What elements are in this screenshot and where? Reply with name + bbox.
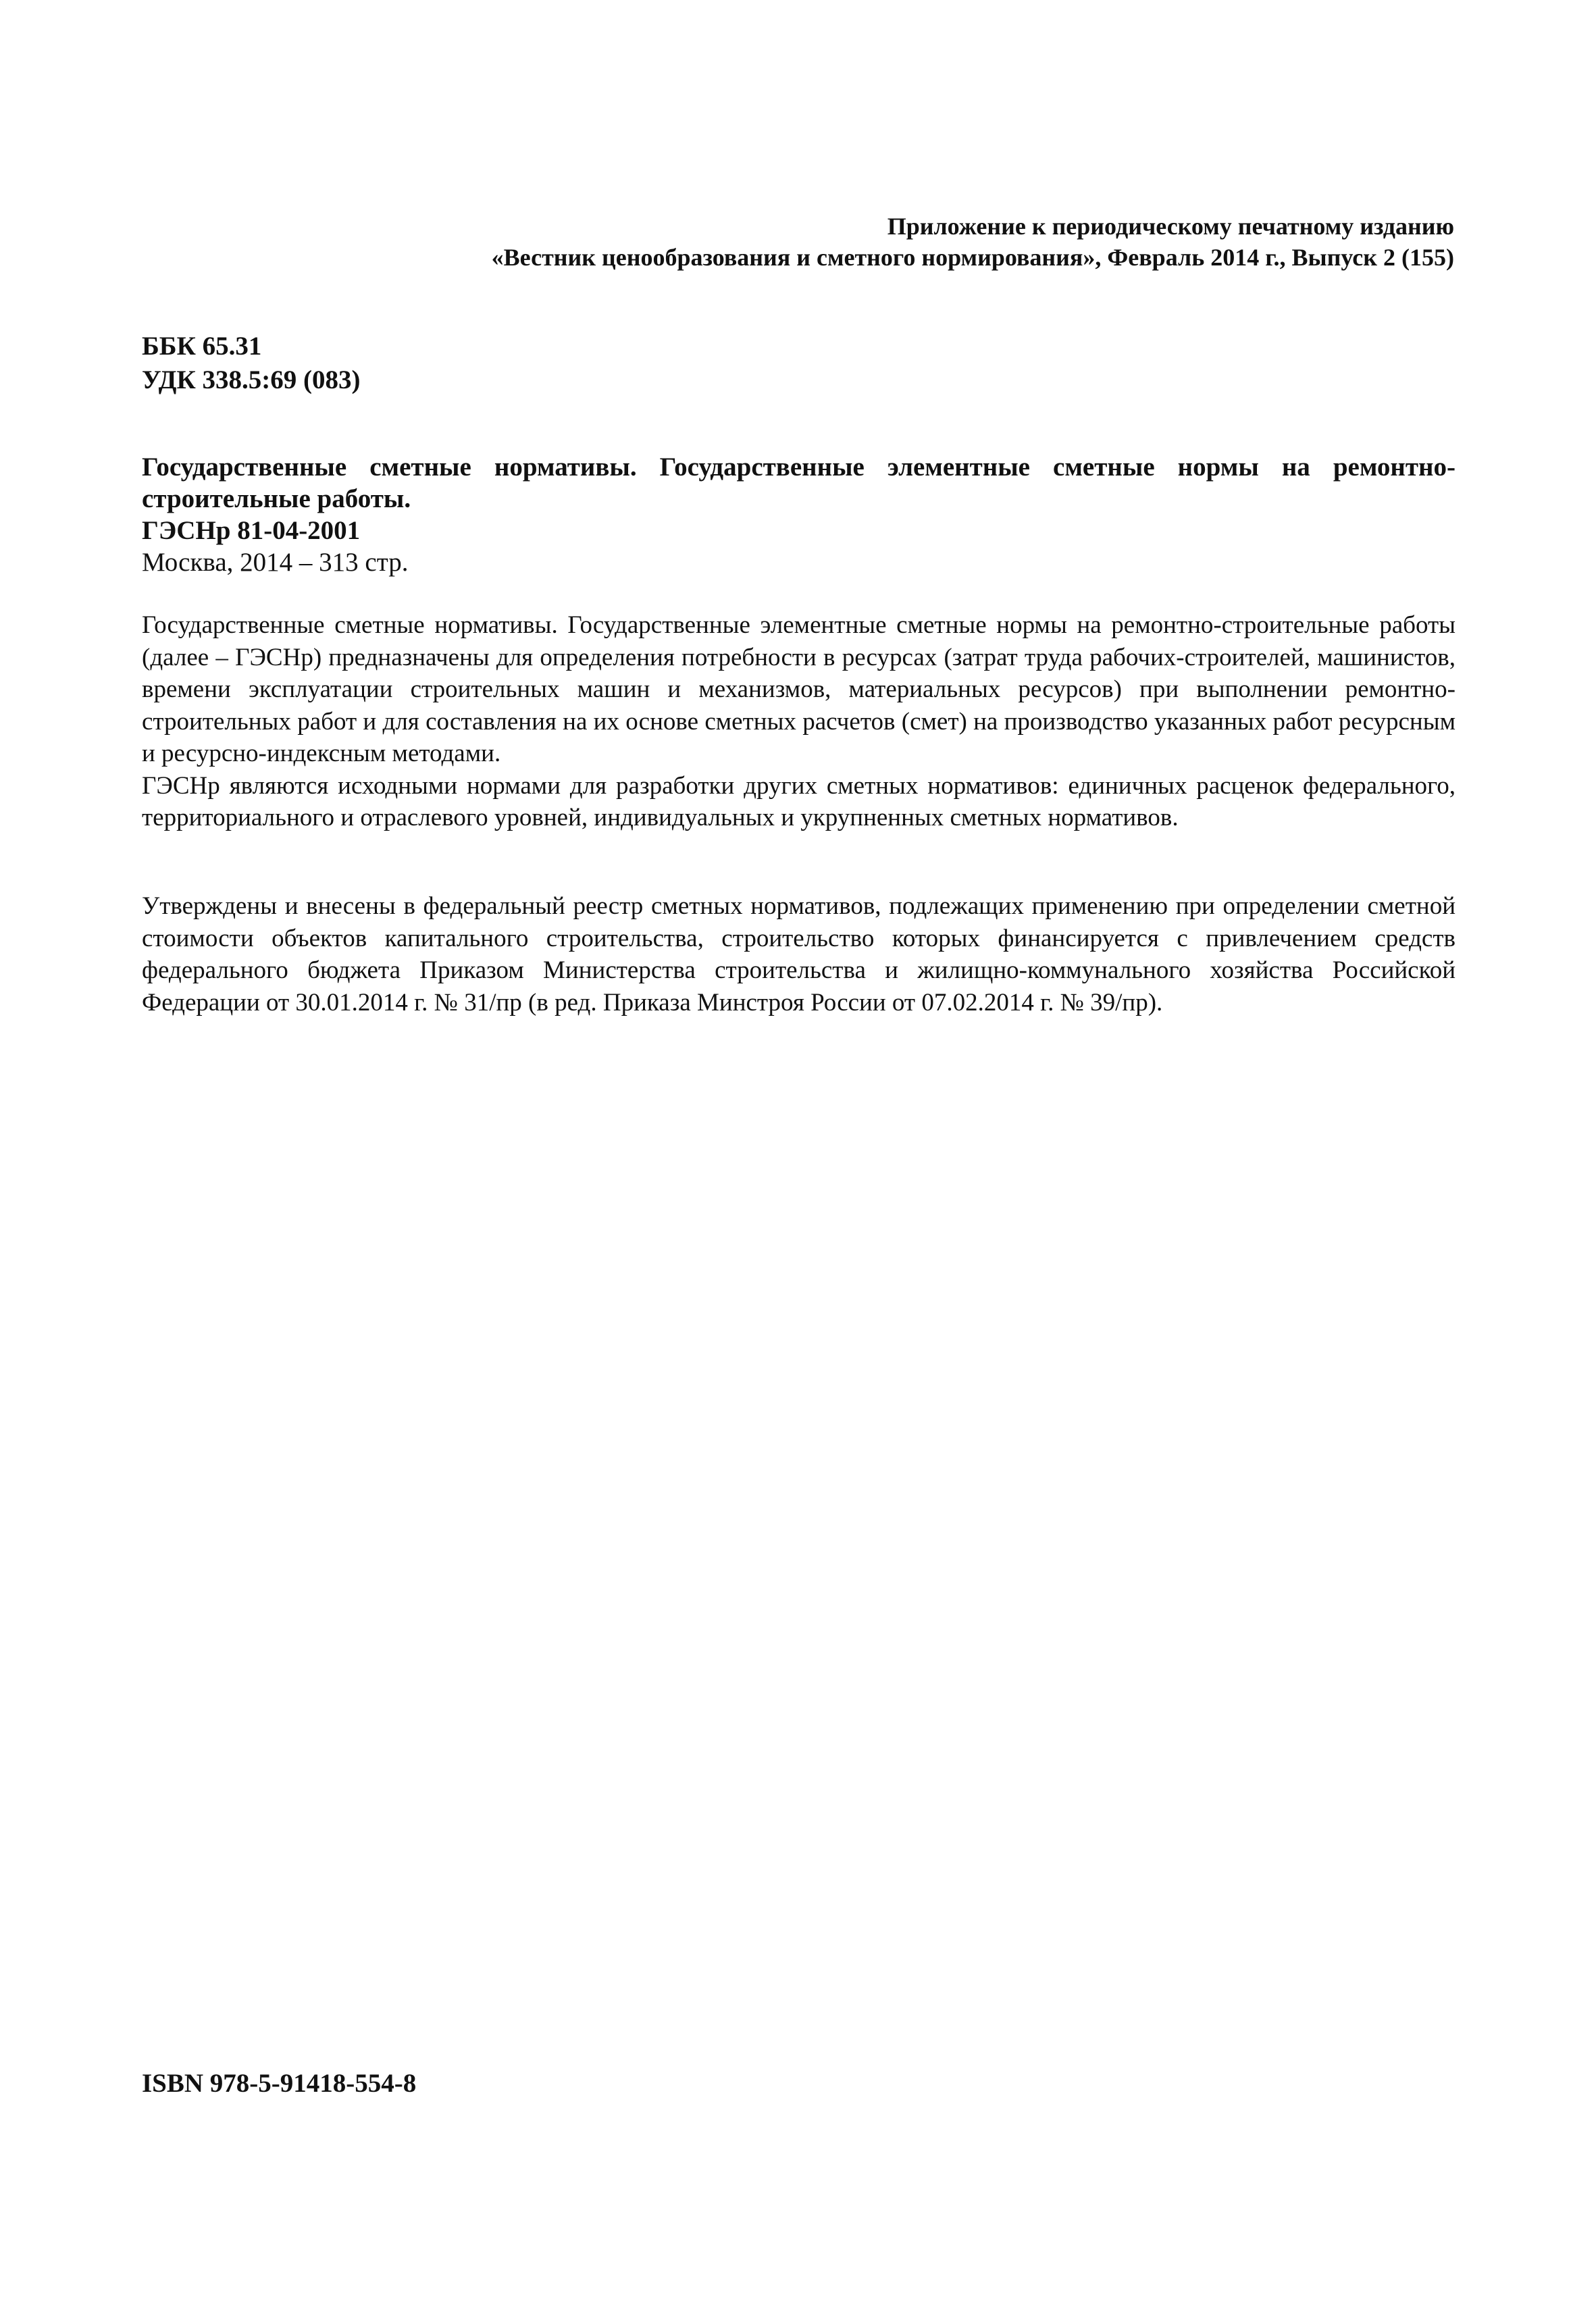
description-section [142,609,1456,834]
document-title-block [142,451,1456,578]
document-title: Государственные сметные нормативы. Государственные элементные сметные нормы на ремонтно-строительные работы. [142,453,1456,513]
approval-paragraph: Утверждены и внесены в федеральный реестр сметных нормативов, подлежащих применению при определении сметной стоимости объектов капитального строительства, строительство которых финансируется с привлечением средств федерального бюджета Приказом Министерства строительства и жилищно-коммунального хозяйства Российской Федерации от 30.01.2014 г. № 31/пр (в ред. Приказа Минстроя России от 07.02.2014 г. № 39/пр). [142,892,1456,1017]
description-paragraph-2: ГЭСНр являются исходными нормами для разработки других сметных нормативов: единичных расценок федерального, территориального и отраслевого уровней, индивидуальных и укрупненных сметных нормативов. [142,771,1456,831]
isbn-number: ISBN 978-5-91418-554-8 [142,2069,417,2098]
publication-header [306,211,1454,273]
document-code: ГЭСНр 81-04-2001 [142,516,361,545]
header-line-2: «Вестник ценообразования и сметного нормирования», Февраль 2014 г., Выпуск 2 (155) [491,244,1454,271]
description-paragraph-1: Государственные сметные нормативы. Государственные элементные сметные нормы на ремонтно-строительные работы (далее – ГЭСНр) предназначены для определения потребности в ресурсах (затрат труда рабочих-строителей, машинистов, времени эксплуатации строительных машин и механизмов, материальных ресурсов) при выполнении ремонтно-строительных работ и для составления на их основе сметных расчетов (смет) на производство указанных работ ресурсным и ресурсно-индексным методами. [142,611,1456,767]
approval-section [142,890,1456,1019]
udk-code: УДК 338.5:69 (083) [142,365,361,394]
header-line-1: Приложение к периодическому печатному изданию [887,213,1454,240]
bbk-code: ББК 65.31 [142,332,262,361]
classification-codes [142,330,361,397]
publication-place-year: Москва, 2014 – 313 стр. [142,548,409,577]
